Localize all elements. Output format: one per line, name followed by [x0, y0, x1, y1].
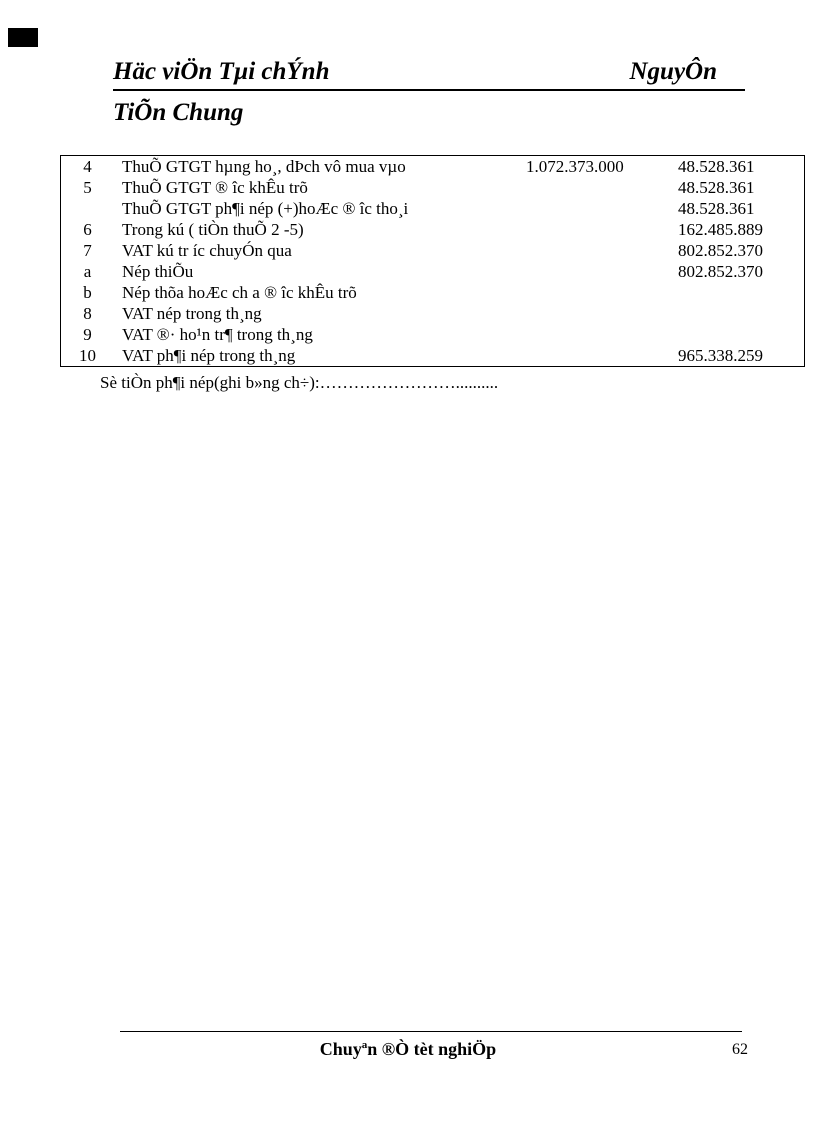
row-number-cell: 4	[83, 157, 92, 176]
description-cell: Nép thiÕu	[122, 262, 194, 281]
description-cell: Nép thõa hoÆc ch a ® îc khÊu trõ	[122, 283, 357, 302]
corner-black-block	[8, 28, 38, 47]
author-first-name: NguyÔn	[629, 58, 717, 85]
amount-mid-cell	[518, 303, 670, 324]
row-number-cell: 5	[83, 178, 92, 197]
row-number-cell: 9	[83, 325, 92, 344]
author-last-name: TiÕn Chung	[113, 99, 244, 126]
amount-mid-cell	[518, 177, 670, 198]
description-cell: VAT kú tr íc chuyÓn qua	[122, 241, 292, 260]
amount-mid-cell	[518, 261, 670, 282]
table-row	[61, 303, 805, 324]
table-row	[61, 156, 805, 178]
page-header	[113, 58, 745, 127]
description-cell: VAT nép trong th¸ng	[122, 304, 262, 323]
amount-mid-cell	[518, 282, 670, 303]
row-number-cell: a	[83, 262, 92, 281]
amount-in-words-line: Sè tiÒn ph¶i nép(ghi b»ng ch÷):……………………..........	[100, 373, 499, 392]
amount-value-cell: 965.338.259	[678, 346, 763, 365]
description-cell: ThuÕ GTGT hµng ho¸, dÞch vô mua vµo	[122, 157, 406, 176]
amount-value-cell	[670, 282, 805, 303]
description-cell: Trong kú ( tiÒn thuÕ 2 -5)	[122, 220, 304, 239]
table-row	[61, 345, 805, 367]
row-number-cell: b	[83, 283, 92, 302]
footer-divider	[120, 1031, 742, 1032]
amount-value-cell: 162.485.889	[678, 220, 763, 239]
amount-mid-cell	[518, 324, 670, 345]
amount-mid-cell: 1.072.373.000	[526, 157, 624, 176]
table-row	[61, 324, 805, 345]
vat-summary-table	[60, 155, 805, 367]
amount-value-cell: 48.528.361	[678, 178, 755, 197]
amount-value-cell	[670, 303, 805, 324]
amount-mid-cell	[518, 219, 670, 240]
row-number-cell: 6	[83, 220, 92, 239]
amount-value-cell: 48.528.361	[678, 157, 755, 176]
description-cell: ThuÕ GTGT ® îc khÊu trõ	[122, 178, 308, 197]
amount-mid-cell	[518, 240, 670, 261]
institution-title: Häc viÖn Tµi chÝnh	[113, 58, 330, 85]
description-cell: VAT ®· ho¹n tr¶ trong th¸ng	[122, 325, 313, 344]
description-cell: VAT ph¶i nép trong th¸ng	[122, 346, 296, 365]
footer-title: Chuyªn ®Ò tèt nghiÖp	[319, 1039, 497, 1059]
header-rule-line	[113, 58, 745, 91]
description-cell: ThuÕ GTGT ph¶i nép (+)hoÆc ® îc tho¸i	[122, 199, 409, 218]
table-row	[61, 240, 805, 261]
row-number-cell: 8	[83, 304, 92, 323]
row-number-cell: 10	[79, 346, 96, 365]
table-row	[61, 177, 805, 198]
table-row	[61, 282, 805, 303]
table-row	[61, 261, 805, 282]
amount-mid-cell	[518, 198, 670, 219]
amount-mid-cell	[518, 345, 670, 367]
table-row	[61, 219, 805, 240]
table-row	[61, 198, 805, 219]
row-number-cell	[61, 198, 115, 219]
row-number-cell: 7	[83, 241, 92, 260]
amount-value-cell: 802.852.370	[678, 241, 763, 260]
page-number: 62	[732, 1041, 748, 1058]
amount-value-cell	[670, 324, 805, 345]
amount-value-cell: 48.528.361	[678, 199, 755, 218]
amount-value-cell: 802.852.370	[678, 262, 763, 281]
